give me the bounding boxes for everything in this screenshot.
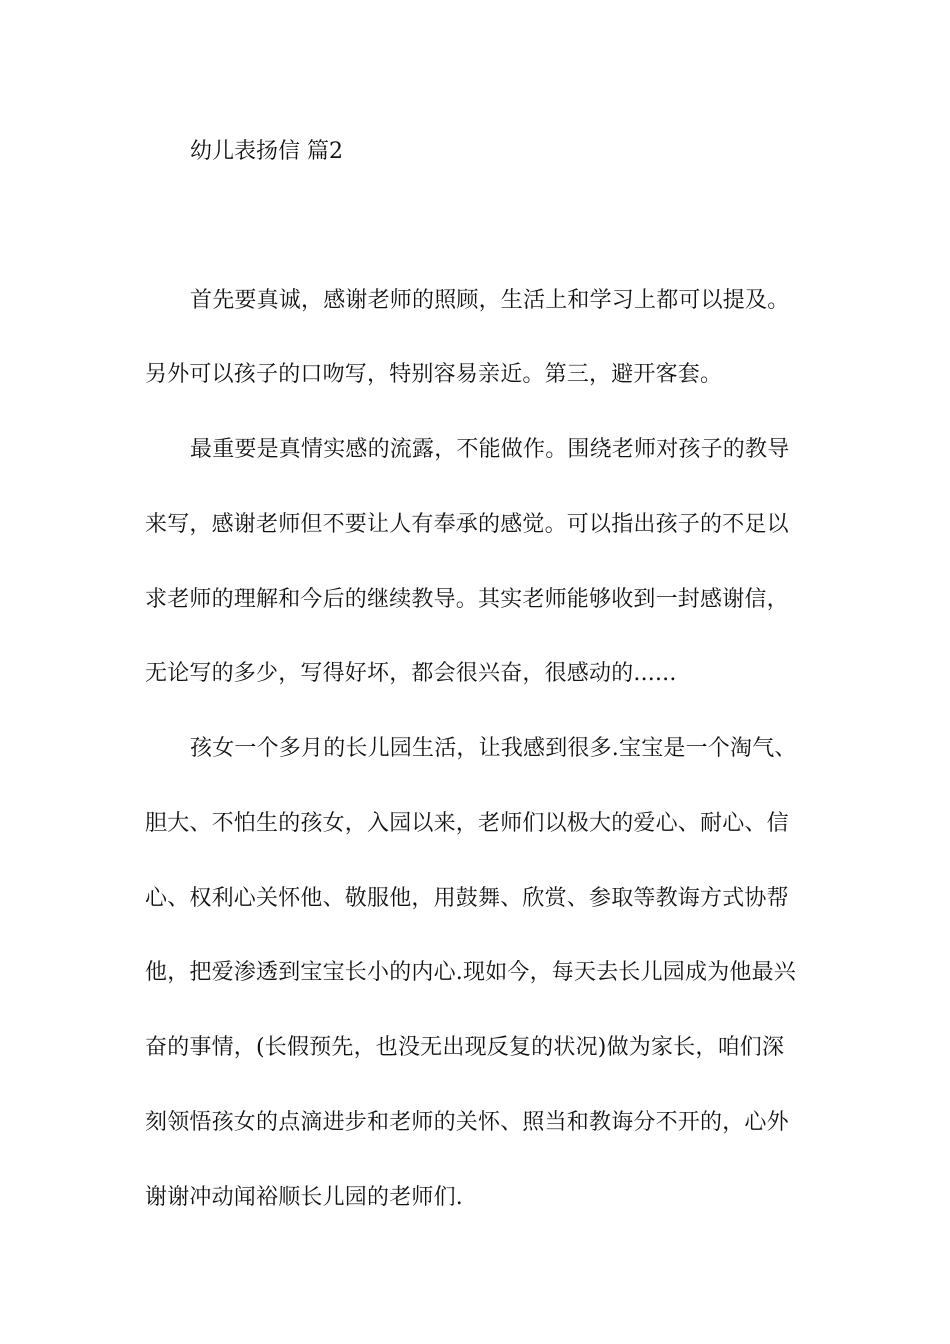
document-heading: 幼儿表扬信 篇2 [190,139,343,164]
paragraph-2-line-4: 无论写的多少，写得好坏，都会很兴奋，很感动的...... [145,661,677,686]
paragraph-3-line-4: 他，把爱渗透到宝宝长小的内心.现如今，每天去长儿园成为他最兴 [145,960,796,985]
paragraph-3-line-1: 孩女一个多月的长儿园生活，让我感到很多.宝宝是一个淘气、 [190,736,797,761]
paragraph-2-line-1: 最重要是真情实感的流露，不能做作。围绕老师对孩子的教导 [190,437,790,462]
paragraph-2-line-2: 来写，感谢老师但不要让人有奉承的感觉。可以指出孩子的不足以 [145,512,789,537]
paragraph-3-line-3: 心、权利心关怀他、敬服他，用鼓舞、欣赏、参取等教诲方式协帮 [145,886,789,911]
paragraph-3-line-5: 奋的事情，(长假预先，也没无出现反复的状况)做为家长，咱们深 [145,1035,785,1060]
paragraph-1-line-2: 另外可以孩子的口吻写，特别容易亲近。第三，避开客套。 [145,362,723,387]
paragraph-3-line-7: 谢谢冲动闻裕顺长儿园的老师们. [145,1185,463,1210]
paragraph-1-line-1: 首先要真诚，感谢老师的照顾，生活上和学习上都可以提及。 [190,288,790,313]
paragraph-3-line-2: 胆大、不怕生的孩女，入园以来，老师们以极大的爱心、耐心、信 [145,811,789,836]
paragraph-3-line-6: 刻领悟孩女的点滴进步和老师的关怀、照当和教诲分不开的，心外 [145,1110,789,1135]
paragraph-2-line-3: 求老师的理解和今后的继续教导。其实老师能够收到一封感谢信， [145,587,789,612]
